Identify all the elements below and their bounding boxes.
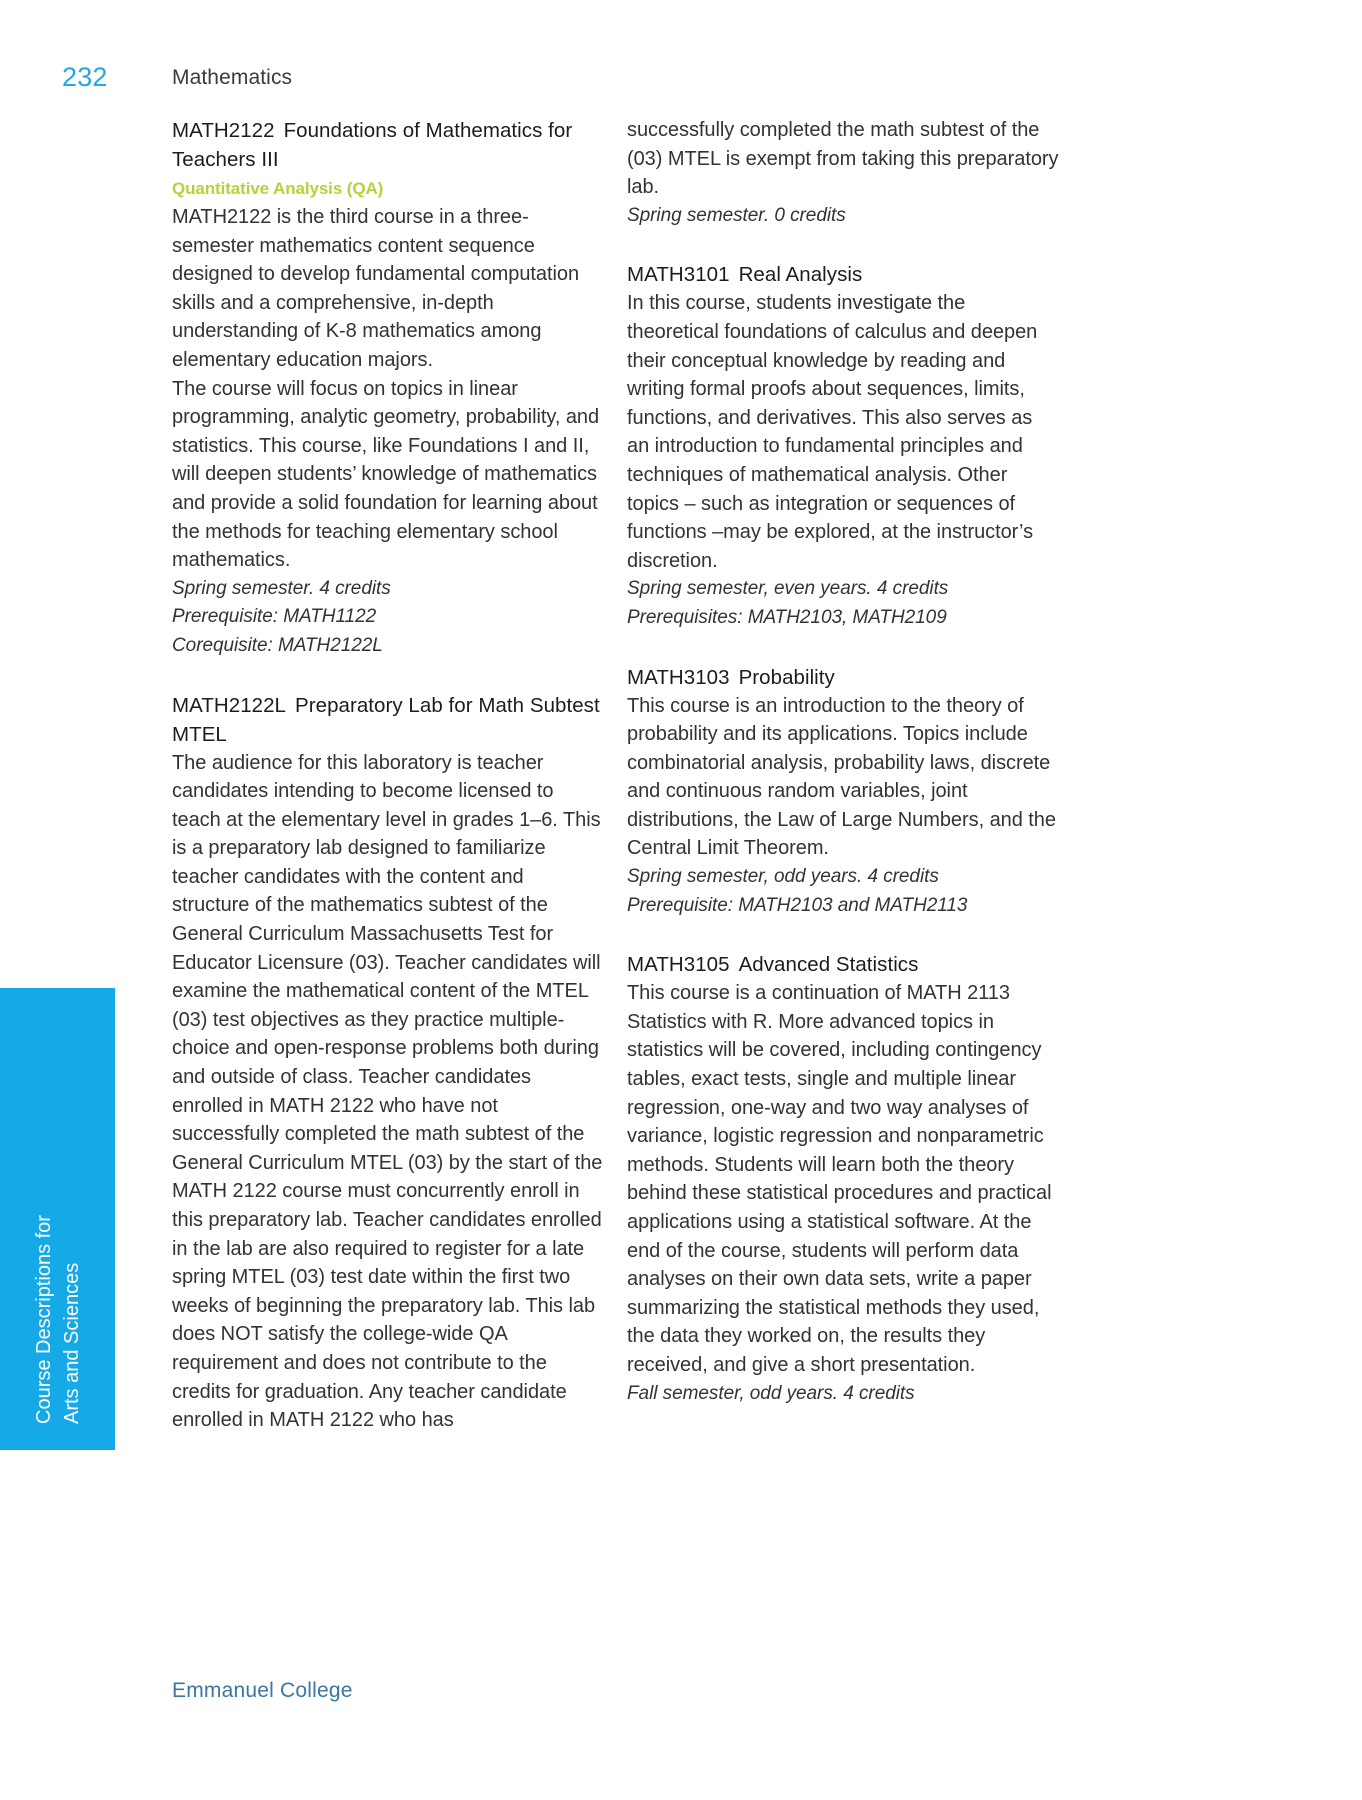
course-meta-line: Spring semester, odd years. 4 credits [627, 866, 939, 888]
course-meta [627, 575, 1059, 632]
course-meta-line: Prerequisite: MATH2103 and MATH2113 [627, 894, 968, 916]
course-entry-math3101 [627, 260, 1059, 632]
course-meta-line: Fall semester, odd years. 4 credits [627, 1382, 915, 1404]
footer-institution: Emmanuel College [172, 1679, 353, 1702]
course-name: Preparatory Lab for Math Subtest MTEL [172, 693, 600, 746]
course-title [627, 260, 1059, 289]
side-tab-line-2: Arts and Sciences [60, 1262, 83, 1424]
course-description [172, 749, 604, 1435]
course-attribute-tag: Quantitative Analysis (QA) [172, 179, 384, 198]
course-meta-line: Corequisite: MATH2122L [172, 634, 383, 656]
course-meta [627, 202, 1059, 231]
course-name: Foundations of Mathematics for Teachers III [172, 119, 573, 171]
course-meta-line: Spring semester, even years. 4 credits [627, 578, 949, 600]
course-code: MATH3105 [627, 953, 730, 977]
course-paragraph: The audience for this laboratory is teacher candidates intending to become licensed to teach at the elementary level in grades 1–6. This is a preparatory lab designed to familiarize teacher candidates with the content and structure of the mathematics subtest of the General Curriculum Massachusetts Test for Educator Licensure (03). Teacher candidates will examine the mathematical content of the MTEL (03) test objectives as they practice multiple-choice and open-response problems both during and outside of class. Teacher candidates enrolled in MATH 2122 who have not successfully completed the math subtest of the General Curriculum MTEL (03) by the start of the MATH 2122 course must concurrently enroll in this preparatory lab. Teacher candidates enrolled in the lab are also required to register for a late spring MTEL (03) test date within the first two weeks of beginning the preparatory lab. This lab does NOT satisfy the college-wide QA requirement and does not contribute to the credits for graduation. Any teacher candidate enrolled in MATH 2122 who has [172, 751, 603, 1432]
course-description [627, 289, 1059, 575]
course-meta-line: Spring semester. 4 credits [172, 577, 391, 599]
course-entry-math2122l [172, 691, 604, 1435]
course-paragraph: In this course, students investigate the theoretical foundations of calculus and deepen their conceptual knowledge by reading and writing formal proofs about sequences, limits, functions, and derivatives. This also serves as an introduction to fundamental principles and techniques of mathematical analysis. Other topics – such as integration or sequences of functions –may be explored, at the instructor’s discretion. [627, 292, 1038, 572]
page-number: 232 [62, 62, 108, 92]
course-paragraph: The course will focus on topics in linear programming, analytic geometry, probability, and statistics. This course, like Foundations I and II, will deepen students’ knowledge of mathematics and provide a solid foundation for learning about the methods for teaching elementary school mathematics. [172, 377, 600, 572]
course-description [172, 203, 604, 575]
right-column [627, 116, 1059, 1408]
course-title [627, 950, 1059, 979]
course-meta [627, 1380, 1059, 1409]
course-description-continued: successfully completed the math subtest of the (03) MTEL is exempt from taking this preparatory lab. [627, 119, 1059, 199]
left-column [172, 116, 604, 1435]
course-paragraph: This course is an introduction to the theory of probability and its applications. Topics include combinatorial analysis, probability laws, discrete and continuous random variables, joint distributions, the Law of Large Numbers, and the Central Limit Theorem. [627, 694, 1056, 860]
running-head: Mathematics [172, 66, 293, 89]
course-code: MATH3103 [627, 665, 730, 689]
course-code: MATH3101 [627, 263, 730, 287]
course-meta-line: Prerequisites: MATH2103, MATH2109 [627, 606, 947, 628]
page-header [0, 62, 1362, 102]
course-description [627, 979, 1059, 1379]
course-name: Advanced Statistics [738, 953, 919, 977]
course-title [627, 663, 1059, 692]
course-description [627, 692, 1059, 864]
course-meta-line: Spring semester. 0 credits [627, 204, 846, 226]
course-paragraph: This course is a continuation of MATH 2113 Statistics with R. More advanced topics in statistics will be covered, including contingency tables, exact tests, single and multiple linear regression, one-way and two way analyses of variance, logistic regression and nonparametric methods. Students will learn both the theory behind these statistical procedures and practical applications using a statistical software. At the end of the course, students will perform data analyses on their own data sets, write a paper summarizing the statistical methods they used, the data they worked on, the results they received, and give a short presentation. [627, 982, 1052, 1376]
course-meta [627, 863, 1059, 920]
course-meta [172, 575, 604, 661]
course-entry-math3105 [627, 950, 1059, 1408]
two-column-body [0, 116, 1362, 1676]
side-tab-line-1: Course Descriptions for [32, 1215, 55, 1424]
course-title [172, 116, 604, 174]
course-name: Probability [738, 665, 835, 689]
course-paragraph: MATH2122 is the third course in a three-semester mathematics content sequence designed to develop fundamental computation skills and a comprehensive, in-depth understanding of K-8 mathematics among elementary education majors. [172, 206, 580, 371]
course-entry-math2122 [172, 116, 604, 661]
course-entry-continuation [627, 116, 1059, 230]
course-name: Real Analysis [738, 263, 863, 287]
course-code: MATH2122 [172, 119, 275, 142]
course-code: MATH2122L [172, 693, 287, 717]
course-entry-math3103 [627, 663, 1059, 921]
course-meta-line: Prerequisite: MATH1122 [172, 606, 377, 628]
course-title [172, 691, 604, 749]
